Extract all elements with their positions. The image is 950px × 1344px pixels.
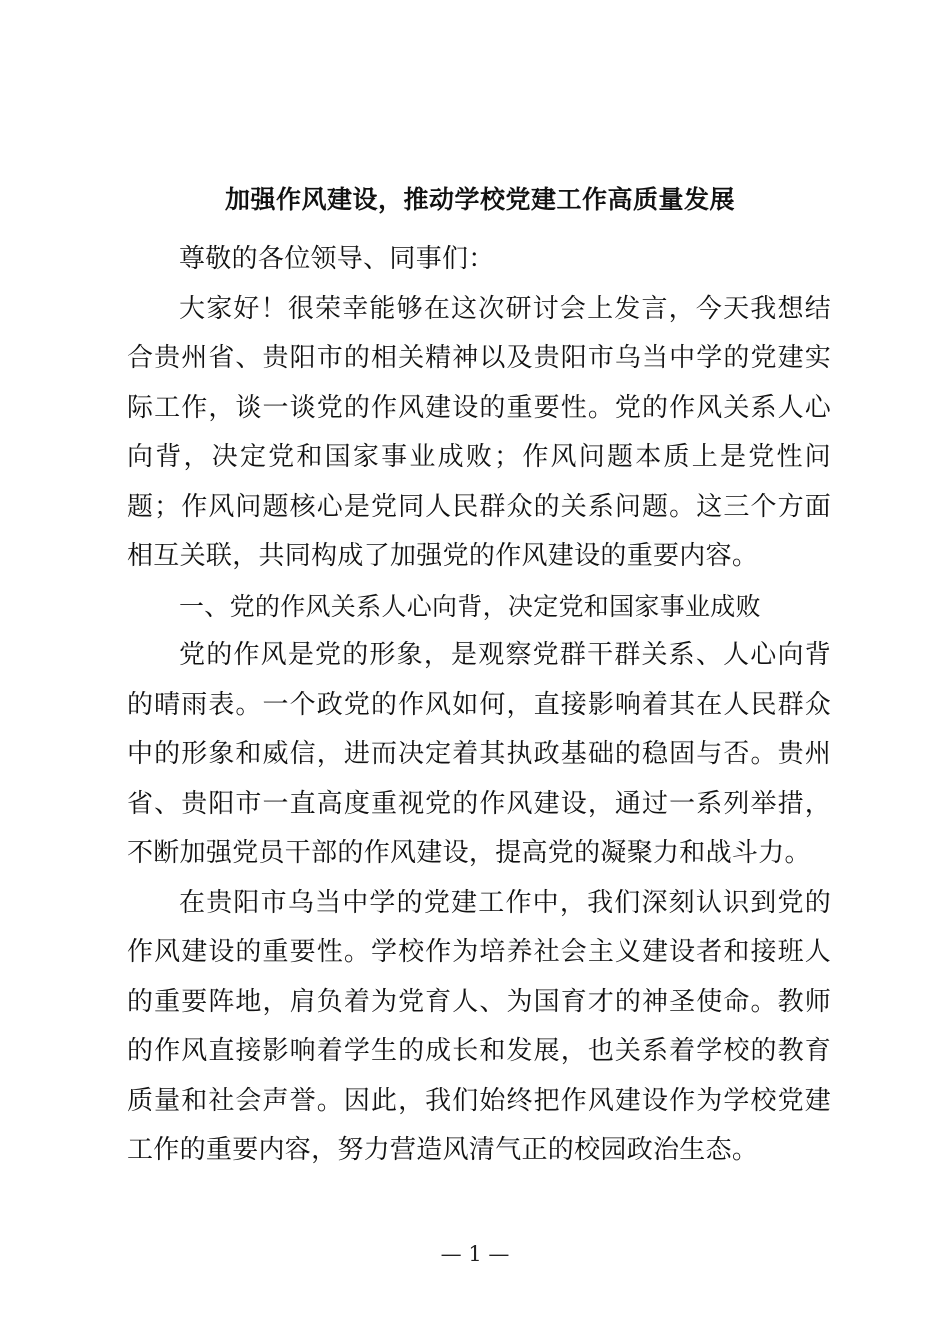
document-body xyxy=(127,235,831,1176)
page-number: — 1 — xyxy=(440,1242,510,1266)
paragraph-intro: 大家好！很荣幸能够在这次研讨会上发言，今天我想结合贵州省、贵阳市的相关精神以及贵阳市乌当中学的党建实际工作，谈一谈党的作风建设的重要性。党的作风关系人心向背，决定党和国家事业成败；作风问题本质上是党性问题；作风问题核心是党同人民群众的关系问题。这三个方面相互关联，共同构成了加强党的作风建设的重要内容。 xyxy=(127,293,831,571)
salutation: 尊敬的各位领导、同事们： xyxy=(179,244,495,274)
section-heading-1: 一、党的作风关系人心向背，决定党和国家事业成败 xyxy=(179,591,761,621)
paragraph-party-style: 党的作风是党的形象，是观察党群干群关系、人心向背的晴雨表。一个政党的作风如何，直接影响着其在人民群众中的形象和威信，进而决定着其执政基础的稳固与否。贵州省、贵阳市一直高度重视党的作风建设，通过一系列举措，不断加强党员干部的作风建设，提高党的凝聚力和战斗力。 xyxy=(127,640,831,868)
document-title: 加强作风建设，推动学校党建工作高质量发展 xyxy=(225,185,736,214)
paragraph-school-practice: 在贵阳市乌当中学的党建工作中，我们深刻认识到党的作风建设的重要性。学校作为培养社会主义建设者和接班人的重要阵地，肩负着为党育人、为国育才的神圣使命。教师的作风直接影响着学生的成长和发展，也关系着学校的教育质量和社会声誉。因此，我们始终把作风建设作为学校党建工作的重要内容，努力营造风清气正的校园政治生态。 xyxy=(127,887,831,1165)
